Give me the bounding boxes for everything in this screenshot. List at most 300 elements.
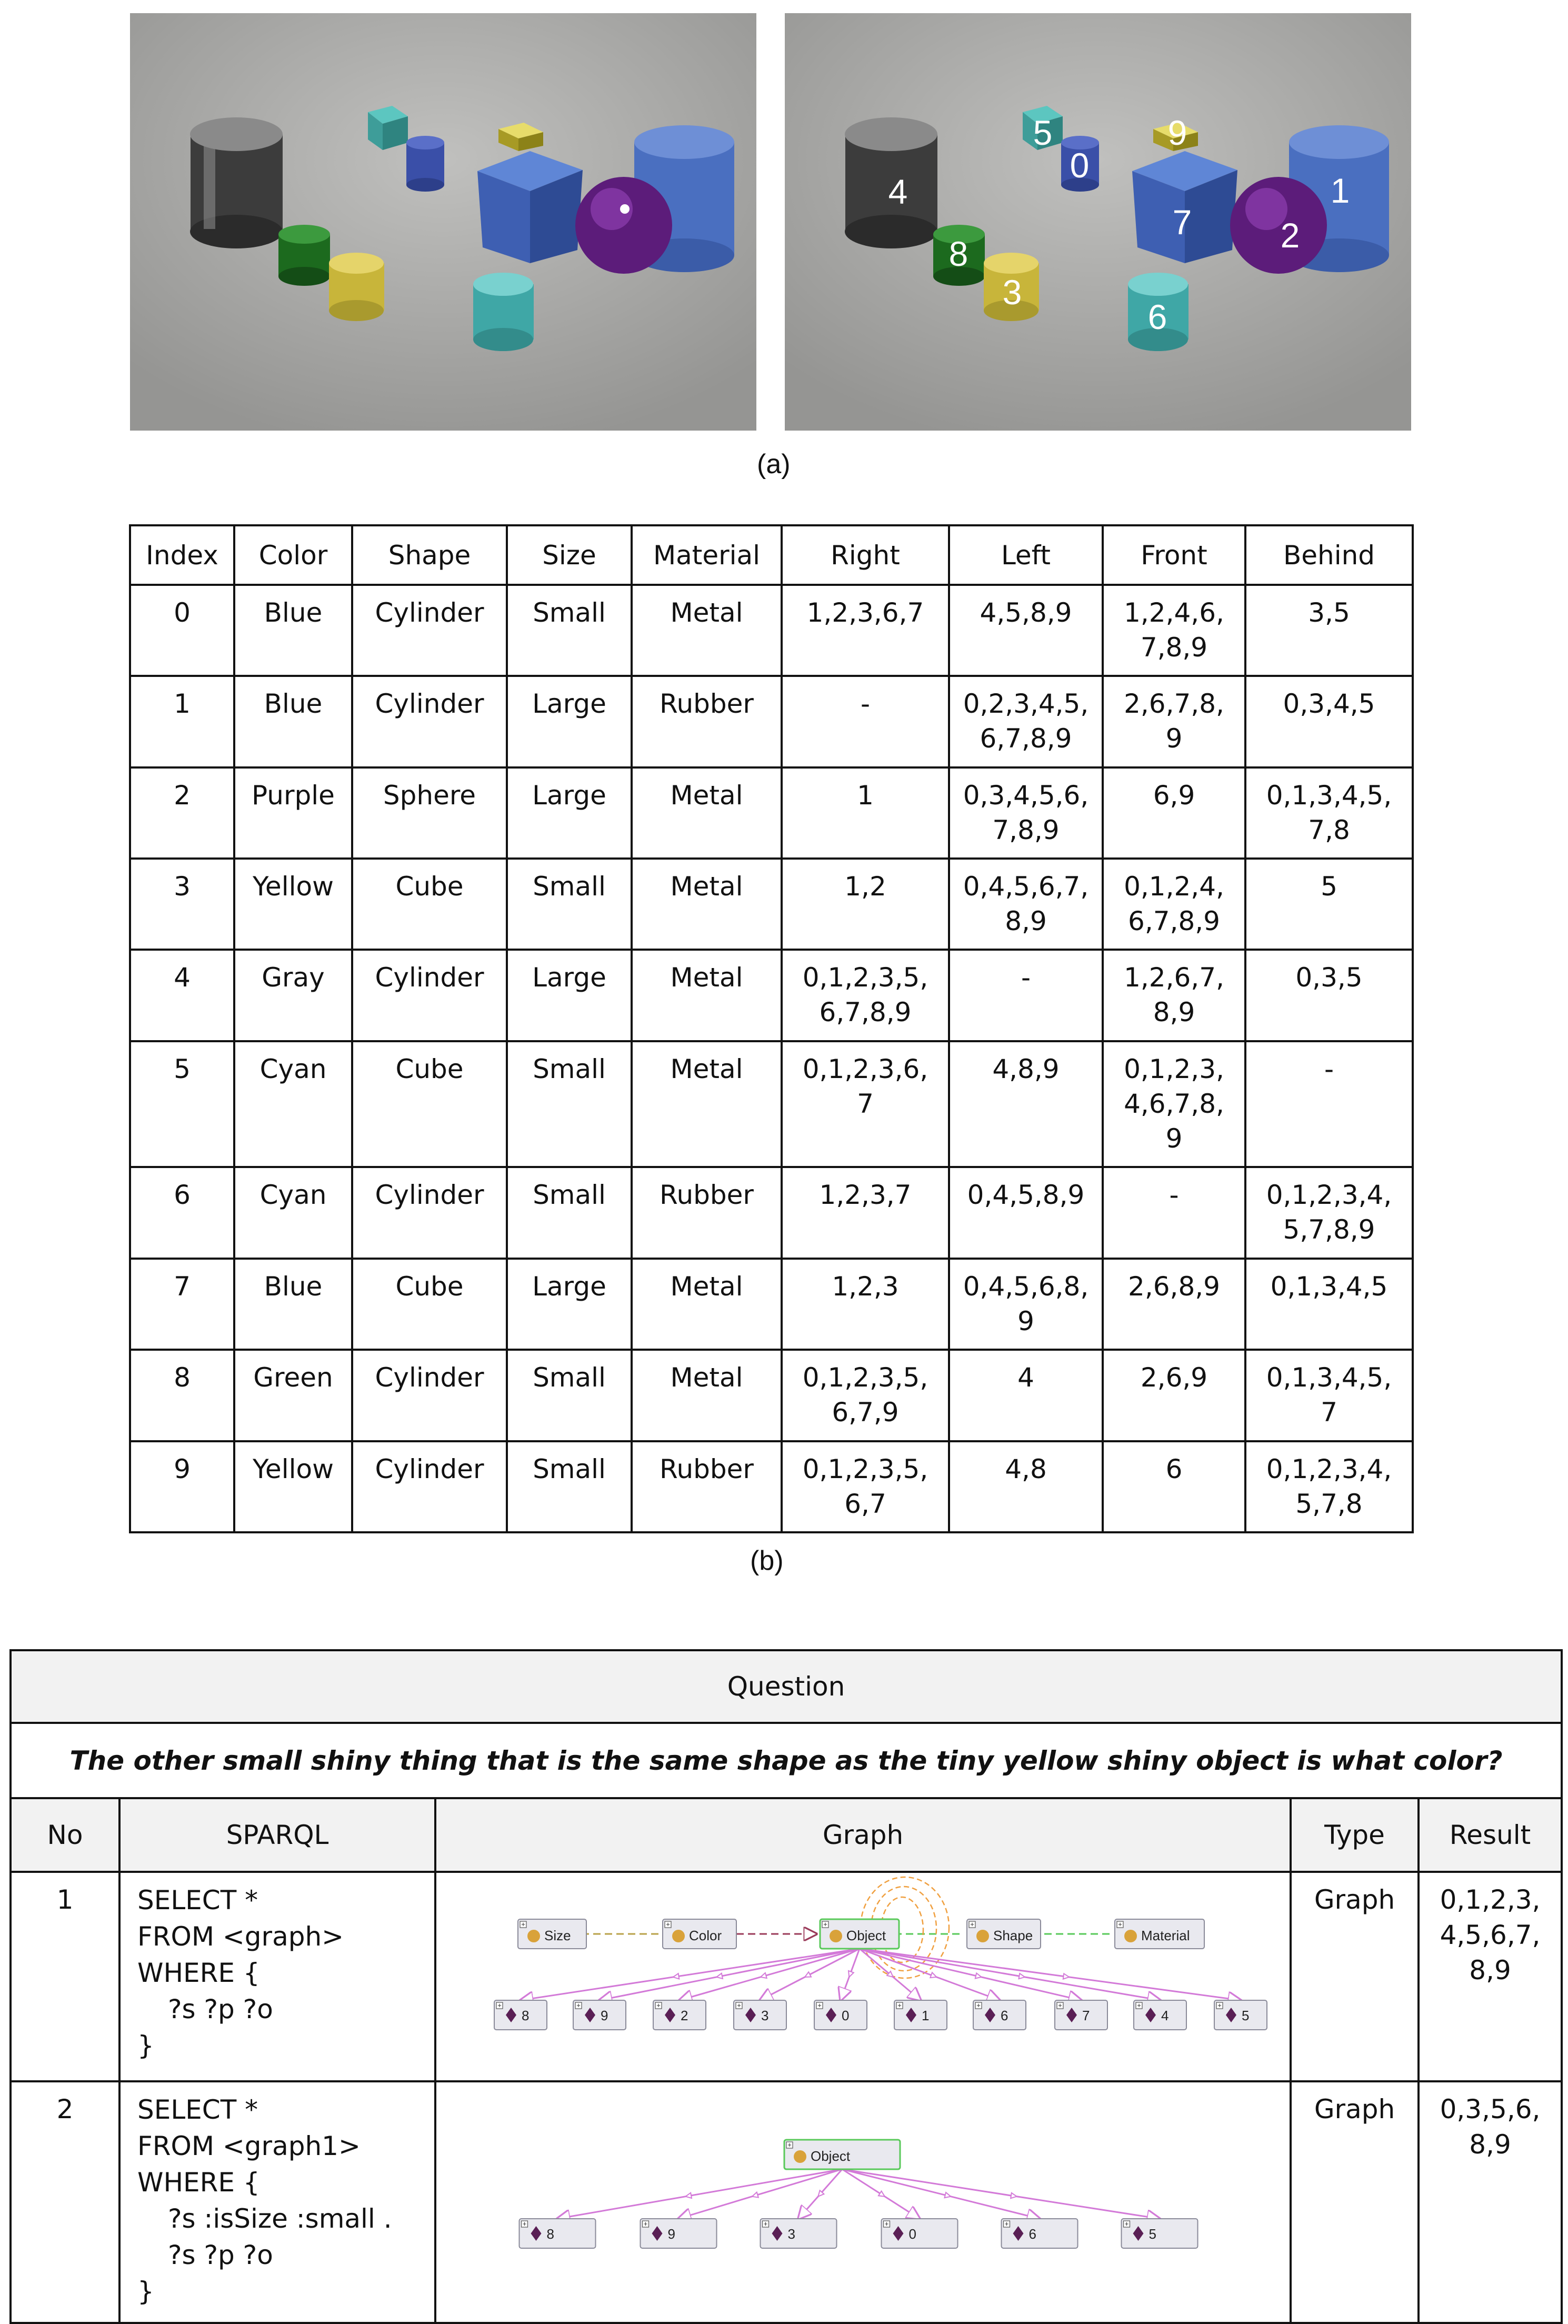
- class-dot-icon: [976, 1930, 989, 1942]
- cell-front: [1103, 767, 1245, 859]
- edge-arrow: [1011, 2193, 1016, 2198]
- class-node-color[interactable]: [663, 1919, 736, 1949]
- result-line: 4,5,6,7,: [1440, 1920, 1541, 1950]
- cell-shape: Cylinder: [352, 1167, 507, 1258]
- cell-behind: [1245, 585, 1413, 676]
- cell-line: 3,5: [1308, 597, 1350, 628]
- cell-shape: Cylinder: [352, 950, 507, 1041]
- cell-line: 0,1,2,3,5,: [802, 962, 928, 993]
- object-label: 6: [1147, 297, 1167, 336]
- edge-arrow: [685, 2193, 692, 2198]
- cell-right: [782, 950, 949, 1041]
- instance-node-label: 4: [1161, 2008, 1169, 2023]
- edge-arrow: [930, 1972, 936, 1978]
- object-label: 0: [1070, 146, 1090, 185]
- class-dot-icon: [830, 1930, 842, 1942]
- cell-behind: [1245, 1167, 1413, 1258]
- object-label: 8: [948, 234, 968, 273]
- cell-right: [782, 1350, 949, 1441]
- cell-line: 2,6,7,8,: [1124, 689, 1224, 720]
- cell-behind: [1245, 1041, 1413, 1168]
- cell-line: 0,1,3,4,5: [1270, 1271, 1388, 1302]
- instance-node[interactable]: [653, 2000, 706, 2030]
- subclass-edge: [842, 2169, 1040, 2219]
- cell-right: [782, 1041, 949, 1168]
- cell-line: 0,4,5,6,7,: [963, 871, 1089, 902]
- instance-node[interactable]: [882, 2219, 958, 2248]
- expand-icon: +: [787, 2141, 792, 2149]
- table-row: [130, 950, 1413, 1041]
- cell-line: -: [1021, 962, 1031, 993]
- instance-node-label: 0: [842, 2008, 850, 2023]
- column-header: Index: [130, 525, 234, 585]
- cell-material: Metal: [632, 585, 782, 676]
- scene-plain-illustration: [130, 13, 756, 431]
- cell-front: [1103, 1350, 1245, 1441]
- cell-line: 0,3,4,5,6,: [963, 780, 1089, 811]
- class-node-label: Object: [846, 1928, 886, 1943]
- instance-node[interactable]: [1002, 2219, 1078, 2248]
- cell-line: 1,2,3,7: [819, 1180, 912, 1211]
- ontology-graph-2: [436, 2082, 1292, 2316]
- cell-line: 9: [1017, 1305, 1034, 1336]
- instance-node[interactable]: [520, 2219, 596, 2248]
- expand-icon: +: [643, 2220, 648, 2228]
- cell-line: 4,6,7,8,: [1124, 1088, 1224, 1119]
- cell-size: Small: [507, 1041, 632, 1168]
- cell-line: 0,1,2,3,5,: [802, 1453, 928, 1484]
- cell-front: [1103, 950, 1245, 1041]
- table-row: [130, 585, 1413, 676]
- cell-line: 9: [1165, 1123, 1183, 1154]
- table-row: [130, 859, 1413, 950]
- cell-line: 0,1,2,4,: [1124, 871, 1224, 902]
- cell-line: -: [1324, 1053, 1334, 1084]
- cell-shape: Cube: [352, 1259, 507, 1350]
- instance-node-label: 3: [787, 2226, 795, 2242]
- instance-node[interactable]: [641, 2219, 717, 2248]
- cell-index: 4: [130, 950, 234, 1041]
- expand-icon: +: [521, 1920, 525, 1928]
- subclass-edges: [521, 1949, 1241, 2000]
- class-node-material[interactable]: [1115, 1919, 1204, 1949]
- cell-size: Large: [507, 767, 632, 859]
- cell-line: 6,7,8,9: [980, 723, 1072, 754]
- cell-left: [949, 859, 1103, 950]
- object-label: 5: [1033, 113, 1053, 152]
- expand-icon: +: [823, 1920, 827, 1928]
- edge-arrow: [752, 2192, 758, 2198]
- instance-node[interactable]: [973, 2000, 1026, 2030]
- cell-line: 4,5,8,9: [980, 597, 1072, 628]
- blue-cylinder-small: [406, 136, 444, 192]
- column-header: Shape: [352, 525, 507, 585]
- column-header: Size: [507, 525, 632, 585]
- cell-behind: [1245, 1259, 1413, 1350]
- instance-node-label: 9: [601, 2008, 608, 2023]
- result-line: 0,3,5,6,: [1440, 2094, 1541, 2124]
- object-label: 9: [1167, 113, 1187, 152]
- instance-node[interactable]: [494, 2000, 547, 2030]
- instance-node-label: 1: [922, 2008, 930, 2023]
- cell-line: 0,3,4,5: [1283, 689, 1375, 720]
- instance-node-label: 0: [908, 2226, 916, 2242]
- cell-size: Small: [507, 859, 632, 950]
- instance-node[interactable]: [734, 2000, 786, 2030]
- object-label: 4: [888, 172, 908, 211]
- cyan-cube-small: [368, 106, 408, 150]
- cell-line: 5: [1321, 871, 1337, 902]
- cell-behind: [1245, 1350, 1413, 1441]
- table-row: [130, 1350, 1413, 1441]
- sparql-line: WHERE {: [137, 1958, 260, 1988]
- ontology-graph-1: [436, 1873, 1292, 2074]
- instance-node-label: 6: [1001, 2008, 1008, 2023]
- object-label: 2: [1280, 216, 1300, 255]
- cell-line: 9: [1165, 723, 1183, 754]
- result-values: [1419, 1872, 1562, 2081]
- gray-cylinder: [190, 117, 283, 248]
- object-label: 3: [1002, 273, 1022, 312]
- class-node-shape[interactable]: [967, 1919, 1041, 1949]
- expand-icon: +: [1058, 2001, 1062, 2009]
- expand-icon: +: [1124, 2220, 1129, 2228]
- result-type: Graph: [1291, 1872, 1419, 2081]
- question-text: The other small shiny thing that is the same shape as the tiny yellow shiny object is what color?: [11, 1723, 1562, 1798]
- class-dot-icon: [672, 1930, 685, 1942]
- cell-left: [949, 585, 1103, 676]
- sparql-line: FROM <graph1>: [137, 2131, 361, 2161]
- cell-behind: [1245, 1441, 1413, 1532]
- cell-line: 1,2,6,7,: [1124, 962, 1224, 993]
- purple-sphere: [575, 177, 672, 274]
- cell-line: 0,2,3,4,5,: [963, 689, 1089, 720]
- expand-icon: +: [522, 2220, 527, 2228]
- cell-size: Large: [507, 950, 632, 1041]
- subclass-edges: [557, 2169, 1160, 2219]
- attribute-table: [129, 524, 1414, 1533]
- edge-arrow: [848, 1971, 854, 1977]
- cell-left: [949, 1041, 1103, 1168]
- cell-index: 5: [130, 1041, 234, 1168]
- cell-shape: Cube: [352, 859, 507, 950]
- sparql-line: SELECT *: [137, 2094, 258, 2125]
- cell-line: 1,2,4,6,: [1124, 597, 1224, 628]
- cell-behind: [1245, 950, 1413, 1041]
- instance-node[interactable]: [1214, 2000, 1267, 2030]
- object-label: 1: [1330, 171, 1350, 210]
- cell-material: Rubber: [632, 1167, 782, 1258]
- instance-node[interactable]: [814, 2000, 867, 2030]
- cell-line: 7: [1321, 1397, 1337, 1428]
- cell-line: 6,7,9: [832, 1397, 899, 1428]
- column-header: Color: [234, 525, 352, 585]
- expand-icon: +: [976, 2001, 981, 2009]
- graph-nodes: [520, 2140, 1198, 2248]
- instance-node[interactable]: [1134, 2000, 1186, 2030]
- instance-node-label: 9: [667, 2226, 675, 2242]
- cell-right: [782, 1441, 949, 1532]
- cell-left: [949, 767, 1103, 859]
- expand-icon: +: [737, 2001, 741, 2009]
- cell-line: 0,1,2,3,6,: [802, 1053, 928, 1084]
- result-values: [1419, 2081, 1562, 2323]
- cell-front: [1103, 859, 1245, 950]
- instance-node[interactable]: [1122, 2219, 1198, 2248]
- green-cylinder: [278, 225, 330, 286]
- expand-icon: +: [970, 1920, 974, 1928]
- cell-right: [782, 1259, 949, 1350]
- cell-index: 3: [130, 859, 234, 950]
- purple-sphere: [1230, 177, 1327, 274]
- cell-line: 0,4,5,6,8,: [963, 1271, 1089, 1302]
- instance-node[interactable]: [573, 2000, 626, 2030]
- class-node-object[interactable]: [820, 1919, 899, 1949]
- class-node-label: Shape: [993, 1928, 1033, 1943]
- cell-material: Metal: [632, 767, 782, 859]
- expand-icon: +: [1137, 2001, 1141, 2009]
- cell-color: Gray: [234, 950, 352, 1041]
- instance-node-label: 7: [1082, 2008, 1090, 2023]
- cell-color: Green: [234, 1350, 352, 1441]
- cell-line: 7,8,9: [1140, 632, 1208, 663]
- expand-icon: +: [817, 2001, 822, 2009]
- table-row: [130, 1441, 1413, 1532]
- cell-right: [782, 676, 949, 767]
- class-node-label: Size: [544, 1928, 571, 1943]
- edge-arrow: [761, 1973, 767, 1978]
- edge-arrow: [975, 1973, 982, 1978]
- instance-node-label: 3: [761, 2008, 769, 2023]
- cell-line: -: [860, 689, 871, 720]
- expand-icon: +: [1004, 2220, 1009, 2228]
- cyan-cylinder: [473, 273, 534, 351]
- cell-color: Blue: [234, 676, 352, 767]
- class-node-object[interactable]: [784, 2140, 900, 2169]
- cell-line: 0,1,2,3,4,: [1266, 1180, 1392, 1211]
- cell-front: [1103, 1167, 1245, 1258]
- row-number: 2: [11, 2081, 119, 2323]
- caption-a: (a): [757, 449, 791, 480]
- cell-front: [1103, 1441, 1245, 1532]
- expand-icon: +: [576, 2001, 581, 2009]
- cell-right: [782, 767, 949, 859]
- cell-size: Small: [507, 1441, 632, 1532]
- sparql-line: ?s ?p ?o: [168, 1994, 273, 2024]
- column-header-type: Type: [1291, 1798, 1419, 1872]
- edge-arrow: [1019, 1973, 1025, 1979]
- cell-line: 6,7,8,9: [819, 997, 912, 1028]
- cell-line: 7,8,9: [992, 814, 1060, 845]
- table-row: [130, 1167, 1413, 1258]
- instance-node-label: 6: [1028, 2226, 1036, 2242]
- class-dot-icon: [527, 1930, 540, 1942]
- cell-line: 5,7,8,9: [1283, 1214, 1375, 1245]
- cell-right: [782, 585, 949, 676]
- cell-size: Small: [507, 585, 632, 676]
- column-header: Material: [632, 525, 782, 585]
- cell-color: Cyan: [234, 1167, 352, 1258]
- cell-line: 0,1,3,4,5,: [1266, 780, 1392, 811]
- cell-shape: Cylinder: [352, 676, 507, 767]
- cell-index: 7: [130, 1259, 234, 1350]
- cell-left: [949, 676, 1103, 767]
- expand-icon: +: [497, 2001, 502, 2009]
- instance-node-label: 5: [1242, 2008, 1250, 2023]
- table-row: [130, 767, 1413, 859]
- cell-line: 4,8: [1005, 1453, 1047, 1484]
- column-header: Front: [1103, 525, 1245, 585]
- column-header-result: Result: [1419, 1798, 1562, 1872]
- cell-shape: Sphere: [352, 767, 507, 859]
- expand-icon: +: [884, 2220, 889, 2228]
- cell-front: [1103, 676, 1245, 767]
- blue-cube-large: [477, 151, 583, 263]
- cell-line: 8,9: [1005, 906, 1047, 937]
- expand-icon: +: [656, 2001, 661, 2009]
- cell-line: 0,1,2,3,4,: [1266, 1453, 1392, 1484]
- cell-front: [1103, 1041, 1245, 1168]
- cell-index: 0: [130, 585, 234, 676]
- class-dot-icon: [1124, 1930, 1137, 1942]
- cell-behind: [1245, 859, 1413, 950]
- subclass-edge: [557, 2169, 842, 2219]
- object-label: 7: [1172, 203, 1192, 242]
- result-type: Graph: [1291, 2081, 1419, 2323]
- instance-node-label: 8: [522, 2008, 530, 2023]
- class-node-label: Material: [1141, 1928, 1190, 1943]
- row-number: 1: [11, 1872, 119, 2081]
- query-row: [11, 1872, 1562, 2081]
- graph-visualization: [435, 1872, 1291, 2081]
- class-node-size[interactable]: [518, 1919, 586, 1949]
- column-header-sparql: SPARQL: [119, 1798, 435, 1872]
- cell-index: 6: [130, 1167, 234, 1258]
- cell-shape: Cylinder: [352, 1350, 507, 1441]
- cell-line: 2,6,9: [1140, 1362, 1208, 1393]
- cell-line: 7: [857, 1088, 874, 1119]
- cell-index: 2: [130, 767, 234, 859]
- attribute-table-header: [130, 525, 1413, 585]
- cell-right: [782, 859, 949, 950]
- sparql-line: ?s :isSize :small .: [168, 2203, 392, 2234]
- column-header: Behind: [1245, 525, 1413, 585]
- query-table: [9, 1649, 1563, 2324]
- cell-color: Yellow: [234, 859, 352, 950]
- cell-front: [1103, 1259, 1245, 1350]
- edge-arrow: [1063, 1973, 1069, 1979]
- cell-left: [949, 1350, 1103, 1441]
- instance-node[interactable]: [761, 2219, 837, 2248]
- cell-line: 8,9: [1153, 997, 1195, 1028]
- cell-shape: Cylinder: [352, 1441, 507, 1532]
- cell-color: Yellow: [234, 1441, 352, 1532]
- cell-size: Small: [507, 1167, 632, 1258]
- edge-arrow: [805, 1972, 811, 1977]
- cell-line: 4,8,9: [992, 1053, 1060, 1084]
- cell-line: 1,2,3,6,7: [806, 597, 924, 628]
- cell-front: [1103, 585, 1245, 676]
- result-line: 8,9: [1469, 2129, 1511, 2160]
- subclass-edge: [860, 1949, 1160, 2000]
- result-line: 8,9: [1469, 1955, 1511, 1986]
- cell-line: 0,1,3,4,5,: [1266, 1362, 1392, 1393]
- cell-line: 7,8: [1308, 814, 1350, 845]
- cell-left: [949, 1259, 1103, 1350]
- instance-node-label: 2: [681, 2008, 688, 2023]
- cell-line: 0,3,5: [1295, 962, 1363, 993]
- graph-nodes: [494, 1919, 1267, 2030]
- expand-icon: +: [1118, 1920, 1122, 1928]
- query-row: [11, 2081, 1562, 2323]
- cell-color: Purple: [234, 767, 352, 859]
- sparql-line: SELECT *: [137, 1885, 258, 1916]
- cell-left: [949, 1167, 1103, 1258]
- cell-material: Rubber: [632, 1441, 782, 1532]
- instance-node[interactable]: [1055, 2000, 1107, 2030]
- sparql-query: [119, 2081, 435, 2323]
- cell-line: 6,7,8,9: [1128, 906, 1220, 937]
- cell-material: Metal: [632, 859, 782, 950]
- scene-render-plain: [130, 13, 756, 431]
- instance-node[interactable]: [894, 2000, 947, 2030]
- cell-line: 5,7,8: [1295, 1488, 1363, 1519]
- edge-arrow: [944, 2192, 951, 2198]
- cell-line: 1,2: [844, 871, 886, 902]
- sparql-line: }: [137, 2030, 154, 2061]
- cell-line: 0,4,5,8,9: [967, 1180, 1085, 1211]
- cell-size: Large: [507, 676, 632, 767]
- sparql-line: FROM <graph>: [137, 1921, 344, 1952]
- cell-line: 0,1,2,3,5,: [802, 1362, 928, 1393]
- cell-line: 6: [1165, 1453, 1183, 1484]
- cell-material: Metal: [632, 1259, 782, 1350]
- class-dot-icon: [794, 2150, 806, 2163]
- sparql-line: }: [137, 2276, 154, 2307]
- cell-index: 8: [130, 1350, 234, 1441]
- column-header: Left: [949, 525, 1103, 585]
- instance-node-label: 5: [1148, 2226, 1156, 2242]
- graph-visualization: [435, 2081, 1291, 2323]
- cell-left: [949, 950, 1103, 1041]
- cell-line: -: [1169, 1180, 1179, 1211]
- subclass-edge: [600, 1949, 860, 2000]
- cell-line: 1: [857, 780, 874, 811]
- expand-icon: +: [763, 2220, 768, 2228]
- instance-node-label: 8: [546, 2226, 554, 2242]
- sparql-line: WHERE {: [137, 2167, 260, 2198]
- cell-material: Metal: [632, 1041, 782, 1168]
- cell-line: 0,1,2,3,: [1124, 1053, 1224, 1084]
- class-node-label: Color: [689, 1928, 722, 1943]
- cell-shape: Cylinder: [352, 585, 507, 676]
- edge-arrow: [878, 2191, 885, 2196]
- expand-icon: +: [1217, 2001, 1222, 2009]
- cell-index: 1: [130, 676, 234, 767]
- cell-behind: [1245, 767, 1413, 859]
- cell-left: [949, 1441, 1103, 1532]
- column-header-graph: Graph: [435, 1798, 1291, 1872]
- yellow-cylinder: [329, 253, 384, 321]
- cell-line: 2,6,8,9: [1128, 1271, 1220, 1302]
- scene-render-labeled: [785, 13, 1411, 431]
- subclass-edge: [680, 1949, 860, 2000]
- cell-material: Metal: [632, 950, 782, 1041]
- sparql-query: [119, 1872, 435, 2081]
- attribute-table-body: [130, 585, 1413, 1532]
- cell-right: [782, 1167, 949, 1258]
- result-line: 0,1,2,3,: [1440, 1884, 1541, 1915]
